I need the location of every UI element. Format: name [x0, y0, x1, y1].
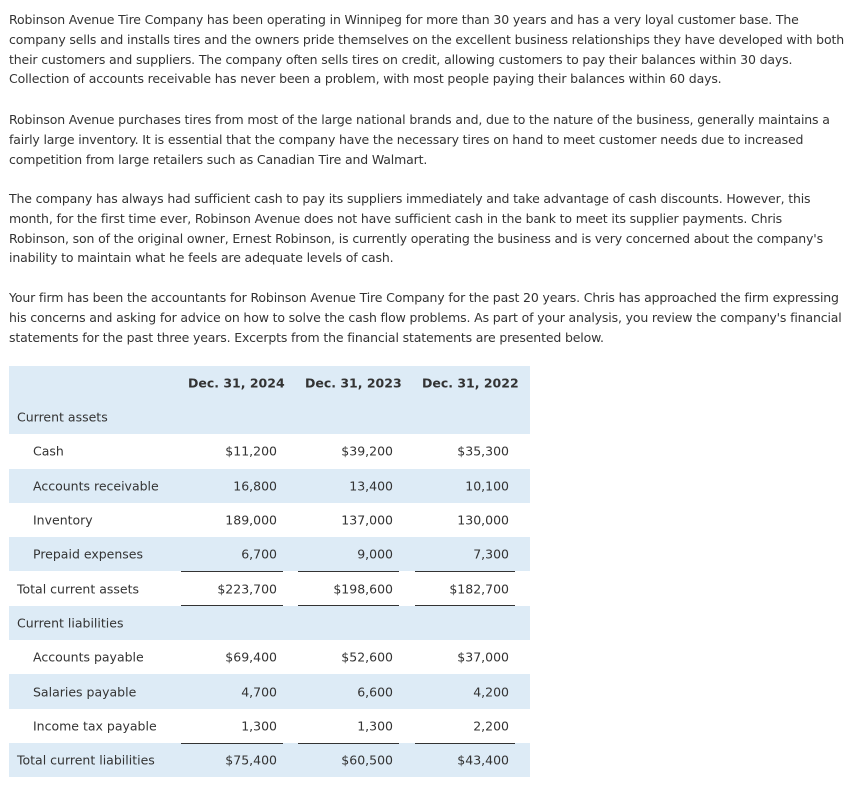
column-header-2022: Dec. 31, 2022	[422, 375, 519, 391]
value-2022: 4,200	[473, 684, 509, 700]
subtotal-rule	[181, 743, 283, 744]
row-label: Income tax payable	[33, 718, 157, 734]
value-2024: 189,000	[225, 512, 277, 528]
value-2022: $43,400	[457, 752, 509, 768]
row-label: Total current assets	[17, 581, 140, 597]
column-header-2023: Dec. 31, 2023	[305, 375, 402, 391]
row-label: Total current liabilities	[17, 752, 155, 768]
table-row-prepaid-expenses	[9, 537, 530, 571]
value-2024: 4,700	[241, 684, 277, 700]
value-2022: $182,700	[449, 581, 509, 597]
column-header-2024: Dec. 31, 2024	[188, 375, 285, 391]
table-row-accounts-payable	[9, 640, 530, 674]
value-2023: 13,400	[349, 478, 393, 494]
financial-statements-table	[9, 366, 530, 777]
subtotal-rule	[298, 571, 399, 572]
value-2024: $75,400	[225, 752, 277, 768]
table-row-cash	[9, 434, 530, 468]
value-2023: $39,200	[341, 443, 393, 459]
row-label: Current assets	[17, 409, 108, 425]
accountants-paragraph: Your firm has been the accountants for Robinson Avenue Tire Company for the past 20 years. Chris has approached the firm expressing his concerns and asking for advice on how to solve the cash flow problems. As part of your analysis, you review the company's financial statements for the past three years. Excerpts from the financial statements are presented below.	[9, 290, 842, 345]
value-2023: $60,500	[341, 752, 393, 768]
subtotal-rule	[415, 571, 515, 572]
table-row-total-current-liabilities	[9, 743, 530, 777]
row-label: Accounts payable	[33, 649, 144, 665]
value-2023: 1,300	[357, 718, 393, 734]
row-label: Current liabilities	[17, 615, 124, 631]
row-label: Cash	[33, 443, 64, 459]
subtotal-rule	[298, 743, 399, 744]
subtotal-rule	[181, 571, 283, 572]
subtotal-rule	[415, 743, 515, 744]
value-2024: 1,300	[241, 718, 277, 734]
value-2024: $223,700	[217, 581, 277, 597]
value-2023: 6,600	[357, 684, 393, 700]
section-row-current-liabilities	[9, 606, 530, 640]
value-2022: $37,000	[457, 649, 509, 665]
intro-paragraph: Robinson Avenue Tire Company has been operating in Winnipeg for more than 30 years and has a very loyal customer base. The company sells and installs tires and the owners pride themselves on the excellent business relationships they have developed with both their customers and suppliers. The company often sells tires on credit, allowing customers to pay their balances within 30 days. Collection of accounts receivable has never been a problem, with most people paying their balances within 60 days.	[9, 12, 844, 87]
table-row-salaries-payable	[9, 674, 530, 708]
table-header-row	[9, 366, 530, 400]
row-label: Salaries payable	[33, 684, 137, 700]
value-2022: 130,000	[457, 512, 509, 528]
value-2023: $198,600	[333, 581, 393, 597]
value-2024: 16,800	[233, 478, 277, 494]
inventory-paragraph: Robinson Avenue purchases tires from most of the large national brands and, due to the nature of the business, generally maintains a fairly large inventory. It is essential that the company have the necessary tires on hand to meet customer needs due to increased competition from large retailers such as Canadian Tire and Walmart.	[9, 112, 830, 167]
section-row-current-assets	[9, 400, 530, 434]
value-2022: 2,200	[473, 718, 509, 734]
value-2024: 6,700	[241, 546, 277, 562]
table-row-inventory	[9, 503, 530, 537]
table-row-total-current-assets	[9, 571, 530, 605]
value-2022: 7,300	[473, 546, 509, 562]
table-row-accounts-receivable	[9, 469, 530, 503]
value-2023: 137,000	[341, 512, 393, 528]
value-2023: $52,600	[341, 649, 393, 665]
row-label: Prepaid expenses	[33, 546, 143, 562]
table-row-income-tax-payable	[9, 709, 530, 743]
value-2022: 10,100	[465, 478, 509, 494]
value-2022: $35,300	[457, 443, 509, 459]
value-2024: $69,400	[225, 649, 277, 665]
row-label: Accounts receivable	[33, 478, 159, 494]
row-label: Inventory	[33, 512, 93, 528]
cash-problem-paragraph: The company has always had sufficient cash to pay its suppliers immediately and take advantage of cash discounts. However, this month, for the first time ever, Robinson Avenue does not have sufficient cash in the bank to meet its supplier payments. Chris Robinson, son of the original owner, Ernest Robinson, is currently operating the business and is very concerned about the company's inability to maintain what he feels are adequate levels of cash.	[9, 191, 823, 266]
value-2023: 9,000	[357, 546, 393, 562]
value-2024: $11,200	[225, 443, 277, 459]
